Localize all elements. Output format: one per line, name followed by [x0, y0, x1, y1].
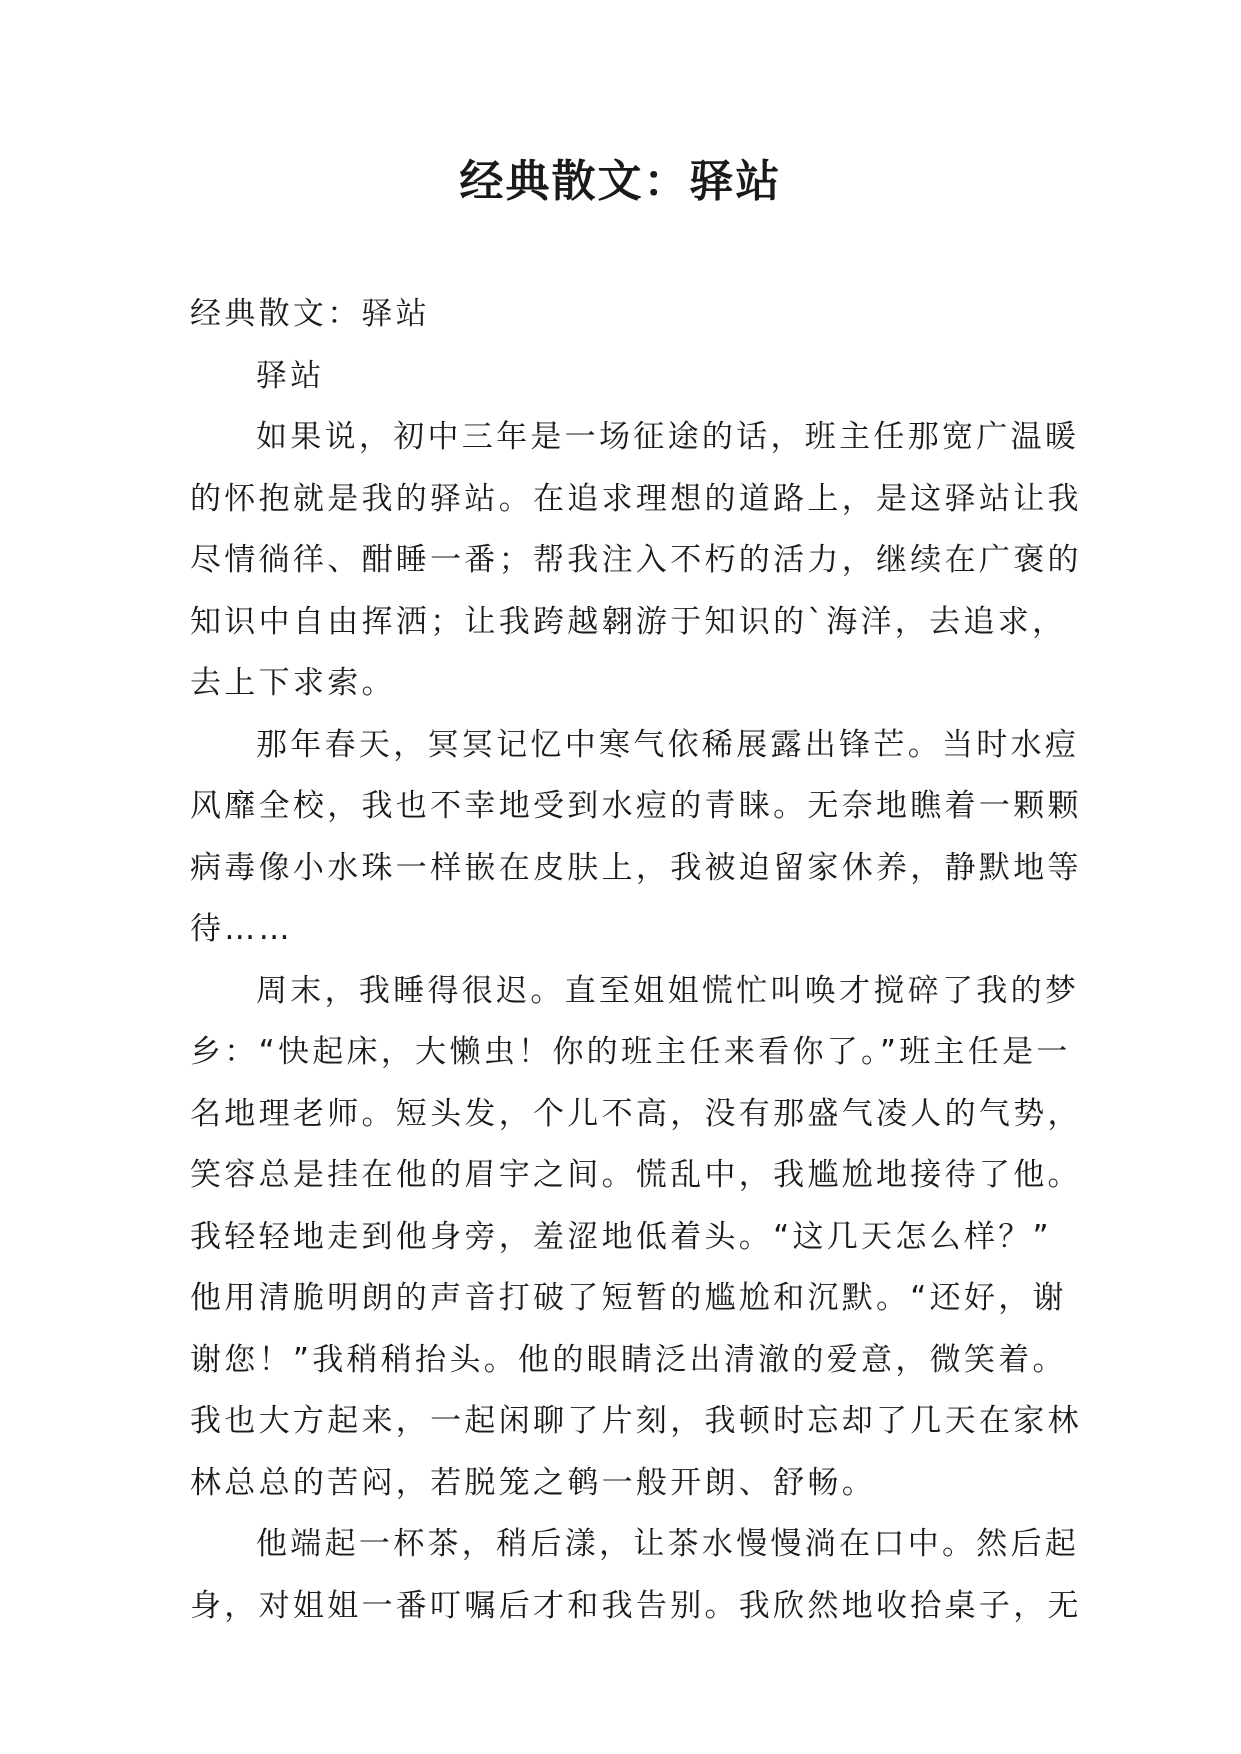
body-line: 尽情徜徉、酣睡一番；帮我注入不朽的活力，继续在广褒的: [190, 542, 1082, 578]
body-line: 知识中自由挥洒；让我跨越翱游于知识的`海洋，去追求，: [190, 603, 1067, 640]
body-line: 风靡全校，我也不幸地受到水痘的青睐。无奈地瞧着一颗颗: [190, 788, 1082, 824]
body-line-subtitle: 驿站: [256, 357, 325, 394]
body-line: 我轻轻地走到他身旁，羞涩地低着头。“这几天怎么样？”: [190, 1218, 1052, 1255]
body-line: 他端起一杯茶，稍后漾，让茶水慢慢淌在口中。然后起: [256, 1526, 1080, 1562]
body-line: 谢您！”我稍稍抬头。他的眼睛泛出清澈的爱意，微笑着。: [190, 1341, 1067, 1378]
body-line: 病毒像小水珠一样嵌在皮肤上，我被迫留家休养，静默地等: [190, 849, 1082, 886]
body-line: 林总总的苦闷，若脱笼之鹌一般开朗、舒畅。: [190, 1464, 876, 1501]
body-line: 如果说，初中三年是一场征途的话，班主任那宽广温暖: [256, 419, 1080, 455]
body-line: 那年春天，冥冥记忆中寒气依稀展露出锋芒。当时水痘: [256, 726, 1080, 763]
body-line: 去上下求索。: [190, 665, 396, 701]
body-line: 乡：“快起床，大懒虫！你的班主任来看你了。”班主任是一: [190, 1034, 1071, 1070]
body-line: 我也大方起来，一起闲聊了片刻，我顿时忘却了几天在家林: [190, 1403, 1082, 1439]
body-line: 名地理老师。短头发，个儿不高，没有那盛气凌人的气势，: [190, 1095, 1082, 1132]
body-line: 他用清脆明朗的声音打破了短暂的尴尬和沉默。“还好，谢: [190, 1280, 1067, 1316]
body-line: 周末，我睡得很迟。直至姐姐慌忙叫唤才搅碎了我的梦: [256, 972, 1080, 1009]
body-line: 待……: [190, 911, 293, 947]
document-body: [190, 284, 1082, 1637]
body-line-heading: 经典散文：驿站: [190, 296, 431, 332]
document-title: 经典散文：驿站: [459, 156, 782, 207]
body-line: 身，对姐姐一番叮嘱后才和我告别。我欣然地收拾桌子，无: [190, 1587, 1082, 1624]
body-line: 的怀抱就是我的驿站。在追求理想的道路上，是这驿站让我: [190, 480, 1082, 517]
body-line: 笑容总是挂在他的眉宇之间。慌乱中，我尴尬地接待了他。: [190, 1157, 1082, 1193]
